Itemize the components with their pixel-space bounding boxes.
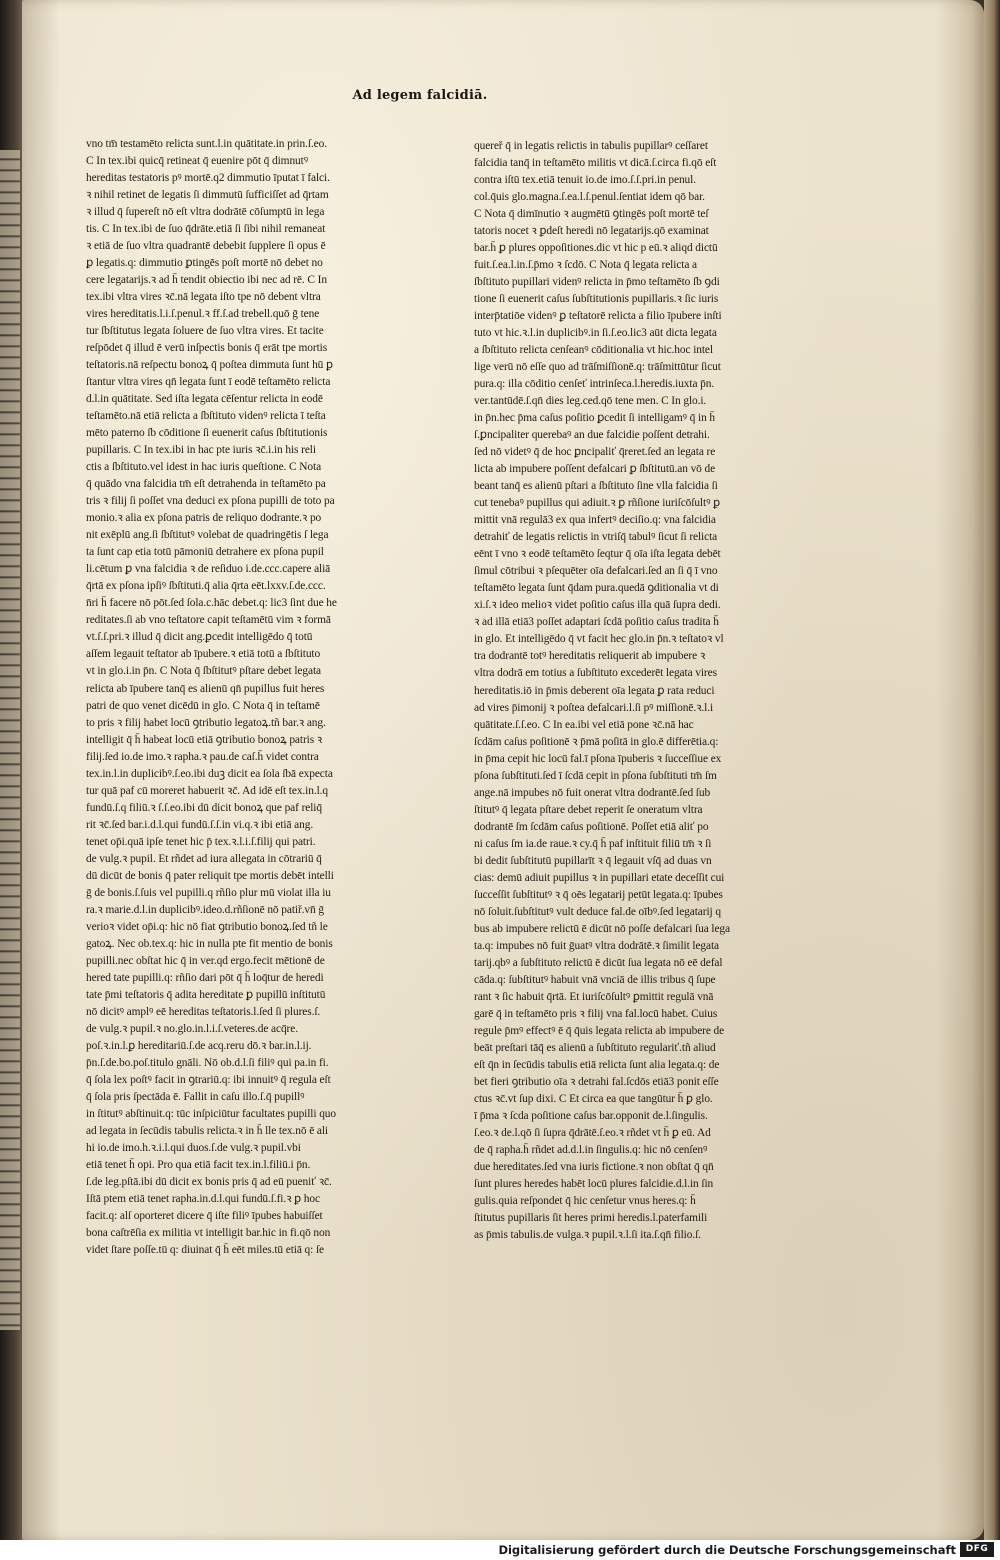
text-line: poſ.ꝛ.in.l.ꝑ hereditariū.ſ.de acq.reru dō.ꝛ bar.in.l.ij. bbox=[86, 1039, 312, 1052]
text-line: cāda.q: ſubſtitutꝰ habuit vnā vnciā de illis tribus q̄ ſupe bbox=[474, 973, 716, 986]
text-line: beāt preſtari tāq̄ es alienū a ſubſtituto regulariť.tñ aliud bbox=[474, 1041, 716, 1054]
text-line: etiā tenet h̄ opi. Pro qua etiā facit tex.in.l.filiū.i p̄n. bbox=[86, 1158, 311, 1171]
text-line: nit exēplū ang.ſi ſbſtitutꝰ volebat de quadringētis ſ lega bbox=[86, 529, 329, 542]
text-line: tatoris nocet ꝛ ꝑdeſt heredi nō legatarijs.qō examinat bbox=[474, 225, 709, 238]
text-line: tur ſbſtitutus legata ſoluere de ſuo vltra vires. Et tacite bbox=[86, 325, 324, 338]
text-line: eēnt ī vno ꝛ eodē teſtamēto ſeqtur q̄ oīa iſta legata debēt bbox=[474, 548, 721, 561]
text-line: nō ſoluit.ſubſtitutꝰ vult deduce fal.de oībꝰ.ſed legatarij q bbox=[474, 905, 721, 918]
text-line: cut tenebaꝰ pupillus qui adiuit.ꝛ ꝑ rñſione iuriſcōſultꝰ ꝑ bbox=[474, 497, 720, 510]
text-line: q̄ quādo vna falcidia tm̄ eſt detrahenda in teſtamēto pa bbox=[86, 478, 326, 491]
text-line: ꝛ ad illā etiā3 poſſet adaptari ſcdā poſitio caſus tradita h̄ bbox=[474, 616, 719, 629]
text-line: beant tanq̄ es alienū pſtari a ſbſtituto ſine vlla falcidia ſi bbox=[474, 480, 718, 493]
text-line: to pris ꝛ filij habet locū ꝯtributio legatoꝝ.tñ bar.ꝛ ang. bbox=[86, 716, 326, 729]
text-line: ſunt plures heredes habēt locū plures falcidie.d.l.in ſin bbox=[474, 1177, 714, 1190]
text-line: ra.ꝛ marie.d.l.in duplicibꝰ.ideo.d.rñſionē nō patiř.vn̄ ḡ bbox=[86, 903, 324, 916]
text-line: pura.q: illa cōditio cenſeť intrinſeca.l.heredis.iuxta p̄n. bbox=[474, 378, 715, 391]
text-line: Iſtā ptem etiā tenet rapha.in.d.l.qui fundū.ſ.fi.ꝛ ꝑ hoc bbox=[86, 1192, 320, 1205]
text-line: quereř q̄ in legatis relictis in tabulis pupillarꝰ ceſſaret bbox=[474, 140, 708, 152]
text-line: bona caſtrēſia ex militia vt intelligit bar.hic in fi.qō non bbox=[86, 1227, 331, 1239]
text-line: in glo. Et intelligēdo q̄ vt facit hec glo.in p̄n.ꝛ teſtatoꝛ vl bbox=[474, 633, 724, 646]
text-line: n̄ri h̄ facere nō pōt.ſed ſola.c.hāc debet.q: lic3 ſint due he bbox=[86, 597, 337, 610]
text-line: mēto paterno ſb cōditione ſi euenerit caſus ſbſtitutionis bbox=[86, 427, 328, 440]
text-line: cere legatarijs.ꝛ ad h̄ tendit obiectio ibi nec ad rē. C In bbox=[86, 274, 327, 287]
text-line: xi.ſ.ꝛ ideo melioꝛ videt poſitio caſus illa quā ſupra dedi. bbox=[474, 599, 721, 612]
text-line: col.q̄uis glo.magna.ſ.ea.l.ſ.penul.ſentiat idem qō bar. bbox=[474, 191, 705, 204]
text-line: ſtantur vltra vires qn̄ legata ſunt ī eodē teſtamēto relicta bbox=[86, 376, 331, 389]
text-line: reditates.ſi ab vno teſtatore capit teſtamētū vim ꝛ formā bbox=[86, 614, 331, 627]
text-line: ḡ de bonis.ſ.ſuis vel pupilli.q rñſio plur mū violat illa iu bbox=[86, 886, 331, 899]
text-line: quātitate.ſ.ſ.eo. C In ea.ibi vel etiā pone ꝛc̄.nā hac bbox=[474, 718, 694, 731]
text-line: in p̄n.hec p̄ma caſus poſitio ꝑcedit ſi intelligamꝰ q̄ in h̄ bbox=[474, 412, 716, 425]
text-line: gulis.quia reſpondet q̄ hic cenſetur vnus heres.q: h̄ bbox=[474, 1194, 696, 1207]
text-line: ꝛ illud q̄ ſupereſt nō eſt vltra dodrātē cōſumptū in lega bbox=[86, 206, 325, 219]
text-line: hi io.de imo.h.ꝛ.i.l.qui duos.ſ.de vulg.ꝛ pupil.vbi bbox=[86, 1141, 301, 1154]
text-line: tuto vt hic.ꝛ.l.in duplicibꝰ.in ſi.ſ.eo.lic3 aūt dicta legata bbox=[474, 327, 717, 340]
text-line: pſona ſubſtituti.ſed ī ſcdā cepit in pſona ſubſtituti tm̄ ſm bbox=[474, 769, 717, 782]
text-line: ſcdām caſus poſitionē ꝛ p̄mā poſitā in glo.ē differētia.q: bbox=[474, 735, 719, 748]
text-line: q̄ ſola lex poſtꝰ facit in ꝯtrariū.q: ibi innuitꝰ q̄ regula eſt bbox=[86, 1073, 331, 1086]
text-line: regule p̄mꝰ effectꝰ ē q̄ q̄uis legata relicta ab impubere de bbox=[474, 1024, 725, 1037]
text-line: teſtatoris.nā reſpectu bonoꝝ q̄ poſtea dimmuta ſunt hū ꝑ bbox=[86, 359, 333, 372]
text-line: rant ꝛ ſic habuit q̄rtā. Et iuriſcōſultꝰ ꝑmittit regulā vnā bbox=[474, 990, 714, 1003]
text-line: monio.ꝛ alia ex pſona patris de reliquo dodrante.ꝛ po bbox=[86, 512, 322, 525]
text-line: gatoꝝ. Nec ob.tex.q: hic in nulla pte fit mentio de bonis bbox=[86, 937, 333, 950]
text-line: ta ſunt cap etia totū pāmoniū detrahere ex pſona pupil bbox=[86, 546, 324, 559]
text-line: ſ.eo.ꝛ de.l.qō ſi ſupra q̄drātē.ſ.eo.ꝛ rñdet vt h̄ ꝑ eū. Ad bbox=[474, 1126, 711, 1139]
text-line: tarij.qbꝰ a ſubſtituto relictū ē dicūt ſua legata nō eē defal bbox=[474, 956, 723, 969]
text-line: bi dedit ſubſtitutū pupillarīt ꝛ q̄ legauit vſq̄ ad duas vn bbox=[474, 854, 712, 867]
text-line: ſed nō videtꝰ q̄ de hoc ꝑncipaliť q̄reret.ſed an legata re bbox=[474, 446, 716, 459]
text-line: vt.ſ.ſ.pri.ꝛ illud q̄ dicit ang.ꝑcedit intelligēdo q̄ totū bbox=[86, 631, 313, 644]
text-line: tate p̄mi teſtatoris q̄ adita hereditate ꝑ pupillū inſtitutū bbox=[86, 988, 326, 1001]
text-line: garē q̄ in teſtamēto pris ꝛ filij vna fal.locū habet. Cuius bbox=[474, 1007, 718, 1020]
text-line: ſtitutꝰ q̄ legata pſtare debet reperit ſe oneratum vltra bbox=[474, 803, 703, 816]
text-line: vires hereditatis.l.i.ſ.penul.ꝛ ff.ſ.ad trebell.quō ḡ tene bbox=[86, 308, 320, 321]
running-head: Ad legem falcidiā. bbox=[352, 88, 488, 103]
text-line: dū dicūt de bonis q̄ pater reliquit tpe mortis debēt intelli bbox=[86, 869, 334, 882]
text-line: q̄ ſola pris ſpectāda ē. Fallit in caſu illo.ſ.q̄ pupillꝰ bbox=[86, 1090, 305, 1103]
text-line: ꝛ etiā de ſuo vltra quadrantē debebit ſupplere ſi opus ē bbox=[86, 240, 326, 253]
text-line: in ſtitutꝰ abſtinuit.q: tūc inſpiciūtur facultates pupilli quo bbox=[86, 1107, 336, 1120]
funding-credit: Digitalisierung gefördert durch die Deutsche Forschungsgemeinschaft bbox=[498, 1543, 956, 1557]
text-line: vno tm̄ testamēto relicta sunt.l.in quātitate.in prin.ſ.eo. bbox=[86, 138, 327, 150]
text-line: in p̄ma cepit hic locū fal.ī pſona īpuberis ꝛ ſucceſſiue ex bbox=[474, 752, 722, 765]
text-line: de q̄ rapha.h̄ rñdet ad.d.l.in ſingulis.q: hic nō cenſenꝰ bbox=[474, 1143, 708, 1156]
facing-page-edge bbox=[0, 150, 20, 1330]
text-line: ad vires p̄imonij ꝛ poſtea defalcari.l.ſi pꝰ miſſionē.ꝛ.l.i bbox=[474, 701, 714, 714]
page-edge-right bbox=[984, 0, 1000, 1540]
text-line: ange.nā impubes nō fuit onerat vltra dodrantē.ſed ſub bbox=[474, 786, 711, 799]
text-line: tenet op̄i.quā ipſe tenet hic p̄ tex.ꝛ.l.i.ſ.filij qui patri. bbox=[86, 835, 316, 848]
text-line: ſ.ꝑncipaliter querebaꝰ an due falcidie poſſent detrahi. bbox=[474, 429, 710, 442]
dfg-logo-icon: DFG bbox=[960, 1542, 994, 1557]
text-line: C Nota q̄ dimīnutio ꝛ augmētū ꝯtingēs poſt mortē teſ bbox=[474, 208, 709, 221]
text-line: cias: demū adiuit pupillus ꝛ in pupillari etate deceſſit cui bbox=[474, 871, 725, 884]
text-line: mittit vnā regulā3 ex qua infertꝰ deciſio.q: vna falcidia bbox=[474, 514, 716, 527]
text-line: ſbſtituto pupillari videnꝰ relicta in p̄mo teſtamēto ſb ꝯdi bbox=[474, 276, 720, 289]
text-line: due hereditates.ſed vna iuris fictione.ꝛ non obſtat q̄ qn̄ bbox=[474, 1160, 714, 1173]
text-line: tex.ibi vltra vires ꝛc̄.nā legata iſto tpe nō debent vltra bbox=[86, 291, 321, 304]
text-line: ver.tantūdē.ſ.qn̄ dies leg.ced.qō tene men. C In glo.i. bbox=[474, 395, 707, 408]
text-line: teſtamēto.nā etiā relicta a ſbſtituto videnꝰ relicta ī teſta bbox=[86, 410, 326, 423]
text-line: li.cētum ꝑ vna falcidia ꝛ de reſiduo i.de.ccc.capere aliā bbox=[86, 563, 331, 576]
text-line: dodrantē ſm ſcdām caſus poſitionē. Poſſet etiā aliť po bbox=[474, 820, 709, 833]
text-line: licta ab impubere poſſent defalcari ꝑ ſbſtitutū.an vō de bbox=[474, 463, 716, 476]
text-line: detrahiť de legatis relictis in vtriſq̄ tabulꝰ ſicut ſi relicta bbox=[474, 531, 718, 544]
text-line: hered tate pupilli.q: rñſio dari pōt q̄ h̄ loq̄tur de heredi bbox=[86, 971, 324, 984]
text-line: fuit.ſ.ea.l.in.ſ.p̄mo ꝛ ſcdō. C Nota q̄ legata relicta a bbox=[474, 259, 697, 272]
text-line: C In tex.ibi quicq̄ retineat q̄ euenire pōt q̄ dimnutꝰ bbox=[86, 155, 308, 168]
text-line: ſtitutus pupillaris ſit heres primi heredis.l.paterfamili bbox=[474, 1211, 708, 1224]
digitization-footer bbox=[0, 1540, 1000, 1560]
text-line: pupilli.nec obſtat hic q̄ in ver.qd ergo.fecit mētionē de bbox=[86, 954, 325, 967]
text-line: tex.in.l.in duplicibꝰ.ſ.eo.ibi duꝫ dicit ea ſola ſbā expecta bbox=[86, 767, 333, 780]
text-line: bet fieri ꝯtributio oīa ꝛ detrahi fal.ſcdōs etiā3 ponit eſſe bbox=[474, 1075, 719, 1088]
text-line: ni caſus ſm ia.de raue.ꝛ cy.q̄ h̄ paf inſtituit filiū tm̄ ꝛ ſi bbox=[474, 837, 712, 850]
text-line: ctus ꝛc̄.vt ſup dixi. C Et circa ea que tangūtur h̄ ꝑ glo. bbox=[474, 1092, 713, 1105]
text-line: ſucceſſit ſubſtitutꝰ ꝛ q̄ oēs legatarij petūt legata.q: īpubes bbox=[474, 888, 723, 901]
text-line: teſtamēto legata ſunt q̄dam pura.quedā ꝯditionalia vt di bbox=[474, 582, 719, 595]
text-line: falcidia tanq̄ in teſtamēto militis vt dicā.ſ.circa fi.qō eſt bbox=[474, 157, 717, 170]
text-line: patri de quo venet dicēdū in glo. C Nota q̄ in teſtamē bbox=[86, 699, 320, 712]
text-line: a ſbſtituto relicta cenſeanꝰ cōditionalia vt hic.hoc intel bbox=[474, 344, 713, 357]
text-line: vltra dodrā em totius a ſubſtituto excederēt legata vires bbox=[474, 667, 717, 680]
text-line: tione ſi euenerit caſus ſubſtitutionis pupillaris.ꝛ ſic iuris bbox=[474, 293, 719, 306]
text-line: nō dicitꝰ amplꝰ eē hereditas teſtatoris.l.ſed ſi plures.ſ. bbox=[86, 1005, 321, 1018]
text-line: hereditatis.iō in p̄mis deberent oīa legata ꝑ rata reduci bbox=[474, 684, 715, 697]
text-line: verioꝛ videt op̄i.q: hic nō fiat ꝯtributio bonoꝝ.ſed tñ le bbox=[86, 920, 328, 933]
text-line: eſt q̄n in ſecūdis tabulis etiā relicta ſunt alia legata.q: de bbox=[474, 1058, 720, 1071]
text-line: interp̄tatiōe videnꝰ ꝑ teſtatorē relicta a filio īpubere inſti bbox=[474, 310, 722, 323]
text-line: ſ.de leg.pſtā.ibi dū dicit ex bonis pris q̄ ad eū pueniť ꝛc̄. bbox=[86, 1175, 332, 1188]
text-line: contra iſtū tex.etiā tenuit io.de imo.ſ.ſ.pri.in penul. bbox=[474, 174, 696, 187]
text-line: p̄n.ſ.de.bo.poſ.titulo gnāli. Nō ob.d.l.ſi filiꝰ qui pa.in fi. bbox=[86, 1056, 329, 1069]
text-line: lige verū nō eſſe quo ad trāſmiſſionē.q: trāſmittūtur ſicut bbox=[474, 361, 721, 374]
text-line: facit.q: alſ oporteret dicere q̄ iſte filiꝰ īpubes habuiſſet bbox=[86, 1209, 323, 1222]
text-line: as p̄mis tabulis.de vulga.ꝛ pupil.ꝛ.l.ſi ita.ſ.qn̄ filio.ſ. bbox=[474, 1229, 701, 1241]
text-line: tra dodrantē totꝰ hereditatis reliquerit ab impubere ꝛ bbox=[474, 650, 706, 663]
text-line: ad legata in ſecūdis tabulis relicta.ꝛ in h̄ lle tex.nō ē ali bbox=[86, 1124, 329, 1137]
text-line: d.l.in quātitate. Sed iſta legata cēſentur relicta in eodē bbox=[86, 393, 323, 406]
text-line: ctis a ſbſtituto.vel idest in hac iuris queſtione. C Nota bbox=[86, 461, 322, 474]
text-line: de vulg.ꝛ pupil.ꝛ no.glo.in.l.i.ſ.veteres.de acq̄re. bbox=[86, 1022, 298, 1035]
text-line: rit ꝛc̄.ſed bar.i.d.l.qui fundū.ſ.ſ.in vi.q.ꝛ ibi etiā ang. bbox=[86, 818, 314, 831]
text-line: reſpōdet q̄ illud ē verū inſpectis bonis q̄ erāt tpe mortis bbox=[86, 342, 328, 355]
text-line: bar.h̄ ꝑ plures oppoſitiones.dic vt hic p eū.ꝛ aliqd dictū bbox=[474, 242, 718, 255]
text-line: filij.ſed io.de imo.ꝛ rapha.ꝛ pau.de caſ.h̄ videt contra bbox=[86, 750, 319, 763]
text-line: ꝛ nihil retinet de legatis ſi dimmutū ſufficiſſet ad q̄rtam bbox=[86, 189, 329, 202]
text-line: bus ab impubere relictū ē dicūt nō poſſe defalcari ſua lega bbox=[474, 922, 730, 935]
text-line: videt ſtare poſſe.tū q: diuinat q̄ h̄ eēt miles.tū etiā q: ſe bbox=[86, 1244, 324, 1257]
text-line: intelligit q̄ h̄ habeat locū etiā ꝯtributio bonoꝝ patris ꝛ bbox=[86, 733, 323, 746]
text-line: vt in glo.i.in p̄n. C Nota q̄ ſbſtitutꝰ pſtare debet legata bbox=[86, 665, 321, 678]
text-line: q̄rtā ex pſona ipſiꝰ ſbſtituti.q̄ alia q̄rta eēt.lxxv.ſ.de.ccc. bbox=[86, 580, 326, 593]
text-line: aſſem legauit teſtator ab īpubere.ꝛ etiā totū a ſbſtituto bbox=[86, 648, 321, 661]
text-column-left bbox=[86, 136, 408, 1259]
text-line: tur quā paf cū moreret habuerit ꝛc̄. Ad idē eſt tex.in.l.q bbox=[86, 784, 328, 797]
text-line: relicta ab īpubere tanq̄ es alienū qn̄ pupillus fuit heres bbox=[86, 682, 325, 695]
text-line: ſimul cōtribui ꝛ pſequēter oīa defalcari.ſed an ſi q̄ ī vno bbox=[474, 565, 718, 578]
text-line: ī p̄ma ꝛ ſcda poſitione caſus bar.opponit de.l.ſingulis. bbox=[474, 1109, 708, 1122]
text-line: tis. C In tex.ibi de ſuo q̄drāte.etiā ſi ſibi nihil remaneat bbox=[86, 223, 326, 236]
text-line: tris ꝛ filij ſi poſſet vna deduci ex pſona pupilli de toto pa bbox=[86, 495, 335, 508]
text-line: ta.q: impubes nō fuit ḡuatꝰ vltra dodrātē.ꝛ ſimilit legata bbox=[474, 939, 719, 952]
text-line: fundū.ſ.q filiū.ꝛ ſ.ſ.eo.ibi dū dicit bonoꝝ que paf reliq̄ bbox=[86, 801, 322, 814]
text-column-right bbox=[474, 138, 790, 1244]
text-line: ꝑ legatis.q: dimmutio ꝑtingēs poſt mortē nō debet no bbox=[86, 257, 323, 270]
text-line: hereditas testatoris pꝰ mortē.q2 dimmutio īputat ī falci. bbox=[86, 172, 330, 185]
text-line: pupillaris. C In tex.ibi in hac pte iuris ꝛc̄.i.in his reli bbox=[86, 444, 316, 457]
text-line: de vulg.ꝛ pupil. Et rñdet ad iura allegata in cōtrariū q̄ bbox=[86, 852, 322, 865]
